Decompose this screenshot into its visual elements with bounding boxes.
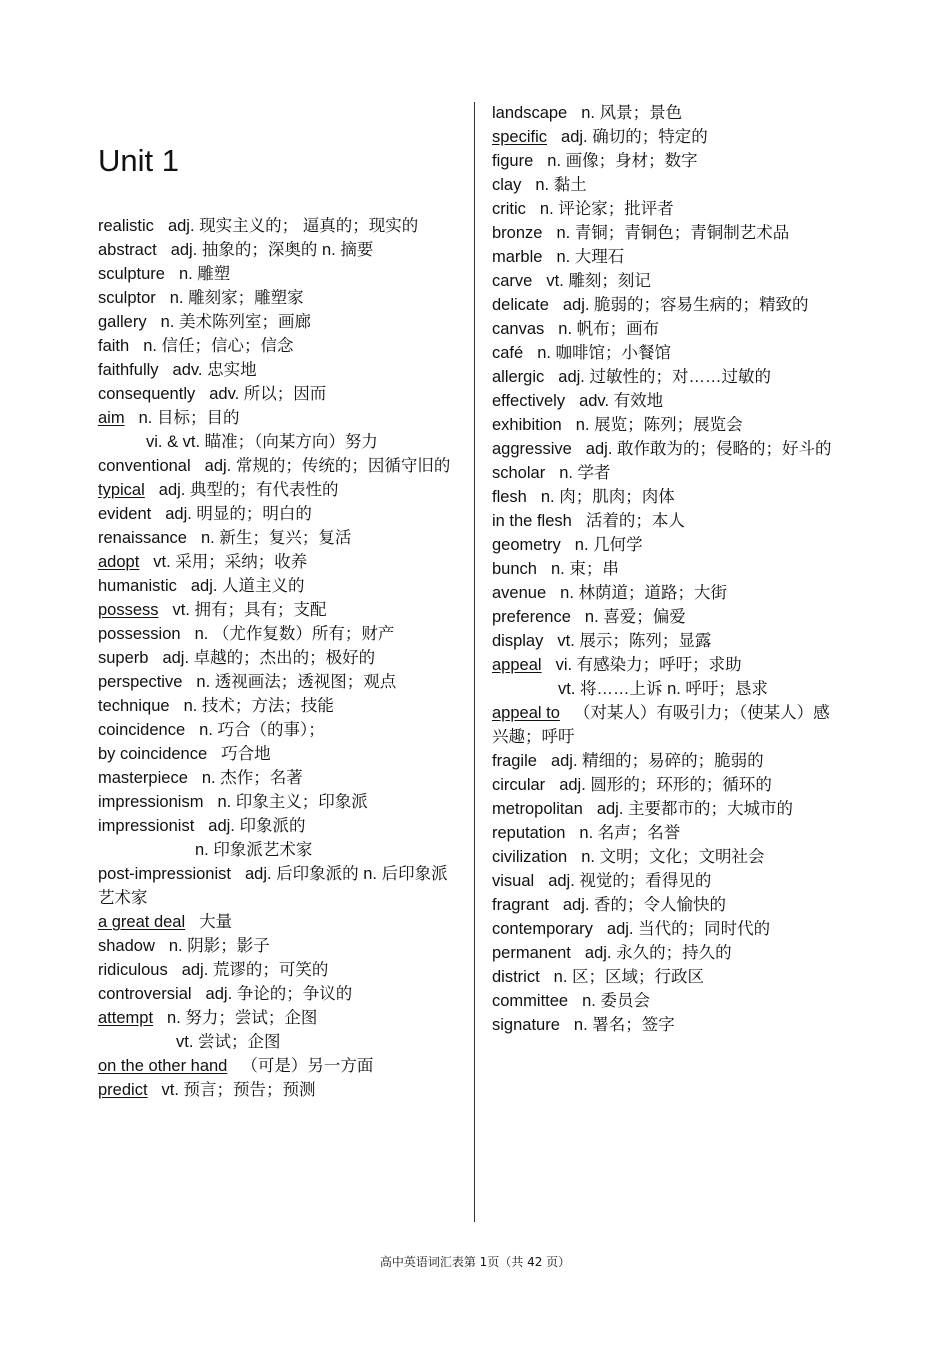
vocab-word: realistic (98, 217, 154, 235)
vocab-definition: adj. 当代的；同时代的 (606, 920, 771, 938)
vocab-entry (98, 742, 460, 766)
vocab-entry (492, 221, 844, 245)
vocab-definition: adj. 常规的；传统的；因循守旧的 (204, 457, 451, 475)
vocab-entry (98, 958, 460, 982)
vocab-definition: adj. 敢作敢为的；侵略的；好斗的 (585, 440, 832, 458)
vocab-entry (98, 862, 460, 910)
vocab-word: critic (492, 200, 526, 218)
vocab-word: canvas (492, 320, 545, 338)
vocab-word: reputation (492, 824, 566, 842)
vocab-entry (98, 550, 460, 574)
vocab-word: visual (492, 872, 535, 890)
vocab-entry (98, 478, 460, 502)
vocab-entry (492, 317, 844, 341)
vocab-definition: vt. 采用；采纳；收养 (153, 553, 308, 571)
vocab-definition: n. 署名；签字 (573, 1016, 675, 1034)
vocab-definition: adj. 香的；令人愉快的 (562, 896, 727, 914)
vocab-word: by coincidence (98, 745, 208, 763)
unit-title: Unit 1 (98, 143, 179, 178)
vocab-definition: n. 技术；方法；技能 (183, 697, 334, 715)
vocab-definition: vt. 将……上诉 n. 呼吁；恳求 (558, 680, 768, 698)
vocab-word: bronze (492, 224, 543, 242)
vocab-entry (98, 790, 460, 814)
vocab-entry (492, 245, 844, 269)
vocab-entry (98, 934, 460, 958)
vocab-entry (98, 574, 460, 598)
vocab-definition: n. 委员会 (582, 992, 650, 1010)
vocab-entry (98, 454, 460, 478)
vocab-entry (492, 293, 844, 317)
vocab-entry (98, 334, 460, 358)
vocab-definition: adj. 荒谬的；可笑的 (181, 961, 329, 979)
vocab-word: preference (492, 608, 571, 626)
vocab-word: appeal (492, 656, 542, 674)
vocab-word: aggressive (492, 440, 572, 458)
vocab-entry (98, 838, 460, 862)
vocab-definition: n. 区；区域；行政区 (553, 968, 705, 986)
vocab-entry (98, 910, 460, 934)
vocab-entry (492, 437, 844, 461)
vocab-definition: n. 雕刻家；雕塑家 (169, 289, 304, 307)
vocab-entry (492, 821, 844, 845)
vocab-definition: （可是）另一方面 (241, 1057, 374, 1075)
vocab-entry (492, 677, 844, 701)
vocab-word: a great deal (98, 913, 186, 931)
vocab-definition: vt. 雕刻；刻记 (546, 272, 651, 290)
vocab-word: attempt (98, 1009, 154, 1027)
vocab-entry (492, 893, 844, 917)
vocab-entry (98, 526, 460, 550)
vocab-entry (98, 382, 460, 406)
vocab-definition: n. 黏土 (535, 176, 587, 194)
vocab-word: effectively (492, 392, 566, 410)
vocab-entry (492, 773, 844, 797)
vocab-definition: n. 画像；身材；数字 (547, 152, 698, 170)
vocab-definition: n. 喜爱；偏爱 (584, 608, 686, 626)
vocab-entry (492, 653, 844, 677)
vocab-entry (98, 646, 460, 670)
vocab-entry (492, 557, 844, 581)
vocab-entry (98, 622, 460, 646)
vocab-entry (492, 173, 844, 197)
vocab-definition: vi. 有感染力；呼吁；求助 (555, 656, 742, 674)
vocab-word: controversial (98, 985, 192, 1003)
vocab-definition: n. 文明；文化；文明社会 (581, 848, 765, 866)
vocab-entry (492, 269, 844, 293)
vocab-entry (98, 766, 460, 790)
vocab-word: carve (492, 272, 533, 290)
vocab-entry (492, 941, 844, 965)
vocab-word: allergic (492, 368, 545, 386)
vocab-word: predict (98, 1081, 148, 1099)
vocab-word: scholar (492, 464, 546, 482)
vocab-entry (492, 461, 844, 485)
vocab-word: faith (98, 337, 130, 355)
vocab-word: display (492, 632, 544, 650)
vocab-definition: adv. 所以；因而 (209, 385, 327, 403)
vocab-word: landscape (492, 104, 568, 122)
vocab-word: avenue (492, 584, 547, 602)
vocab-definition: n. 林荫道；道路；大街 (560, 584, 727, 602)
vocab-word: geometry (492, 536, 561, 554)
vocab-word: evident (98, 505, 152, 523)
vocab-word: specific (492, 128, 548, 146)
vocab-definition: n. 帆布；画布 (558, 320, 660, 338)
vocab-word: possess (98, 601, 159, 619)
vocab-word: flesh (492, 488, 527, 506)
vocab-word: district (492, 968, 540, 986)
vocab-definition: adj. 人道主义的 (190, 577, 305, 595)
vocab-definition: n. 杰作；名著 (201, 769, 303, 787)
vocab-entry (492, 581, 844, 605)
vocab-column-left (98, 214, 460, 1102)
vocab-definition: n. 学者 (559, 464, 611, 482)
vocab-definition: adj. 后印象派的 n. 后印象派艺术家 (98, 865, 448, 907)
vocab-word: clay (492, 176, 522, 194)
vocab-word: post-impressionist (98, 865, 231, 883)
vocab-definition: n. 风景；景色 (581, 104, 683, 122)
vocab-word: sculptor (98, 289, 156, 307)
vocab-word: impressionism (98, 793, 204, 811)
vocab-entry (98, 1054, 460, 1078)
vocab-definition: n. 展览；陈列；展览会 (575, 416, 743, 434)
vocab-definition: n. 新生；复兴；复活 (200, 529, 352, 547)
column-divider (474, 102, 475, 1222)
vocab-entry (492, 605, 844, 629)
vocab-definition: n. 几何学 (574, 536, 643, 554)
vocab-entry (492, 341, 844, 365)
vocab-definition: n. （尤作复数）所有；财产 (194, 625, 395, 643)
vocab-definition: n. 透视画法；透视图；观点 (196, 673, 397, 691)
vocab-entry (98, 814, 460, 838)
vocab-word: consequently (98, 385, 196, 403)
vocab-word: adopt (98, 553, 140, 571)
vocab-definition: vt. 预言；预告；预测 (161, 1081, 316, 1099)
vocab-definition: adj. 现实主义的； 逼真的；现实的 (167, 217, 419, 235)
vocab-entry (98, 214, 460, 238)
vocab-definition: n. 目标；目的 (138, 409, 240, 427)
vocab-definition: n. 印象主义；印象派 (217, 793, 368, 811)
vocab-word: committee (492, 992, 569, 1010)
vocab-definition: adv. 忠实地 (172, 361, 257, 379)
vocab-entry (492, 869, 844, 893)
vocab-definition: adj. 抽象的；深奥的 n. 摘要 (170, 241, 374, 259)
vocab-word: shadow (98, 937, 155, 955)
vocab-entry (492, 197, 844, 221)
vocab-definition: adj. 永久的；持久的 (584, 944, 732, 962)
vocab-definition: n. 阴影；影子 (168, 937, 270, 955)
vocab-entry (492, 125, 844, 149)
vocab-definition: n. 束；串 (550, 560, 619, 578)
vocab-entry (98, 598, 460, 622)
vocab-word: gallery (98, 313, 147, 331)
vocab-definition: vi. & vt. 瞄准；（向某方向）努力 (146, 433, 378, 451)
vocab-definition: n. 雕塑 (178, 265, 231, 283)
vocab-word: aim (98, 409, 125, 427)
vocab-word: fragrant (492, 896, 549, 914)
vocab-entry (492, 413, 844, 437)
vocab-entry (492, 1013, 844, 1037)
vocab-entry (98, 406, 460, 430)
vocab-word: abstract (98, 241, 157, 259)
vocab-definition: 巧合地 (221, 745, 271, 763)
vocab-word: superb (98, 649, 149, 667)
vocab-definition: adj. 印象派的 (208, 817, 306, 835)
vocab-definition: adj. 脆弱的；容易生病的；精致的 (562, 296, 809, 314)
vocab-word: café (492, 344, 524, 362)
vocab-column-right (492, 101, 844, 1037)
vocab-entry (98, 670, 460, 694)
vocab-definition: n. 印象派艺术家 (195, 841, 313, 859)
vocab-entry (98, 310, 460, 334)
vocab-definition: adj. 精细的；易碎的；脆弱的 (550, 752, 764, 770)
vocab-entry (98, 718, 460, 742)
vocab-entry (98, 1030, 460, 1054)
vocab-definition: vt. 尝试；企图 (176, 1033, 281, 1051)
vocab-word: impressionist (98, 817, 195, 835)
vocab-entry (98, 1078, 460, 1102)
vocab-definition: adj. 主要都市的；大城市的 (596, 800, 793, 818)
vocab-entry (492, 917, 844, 941)
vocab-definition: n. 努力；尝试；企图 (167, 1009, 318, 1027)
vocab-word: civilization (492, 848, 568, 866)
vocab-word: coincidence (98, 721, 186, 739)
vocab-entry (492, 629, 844, 653)
vocab-entry (98, 502, 460, 526)
vocab-word: humanistic (98, 577, 177, 595)
vocab-definition: n. 评论家；批评者 (539, 200, 674, 218)
vocab-definition: adj. 视觉的；看得见的 (548, 872, 712, 890)
vocab-word: marble (492, 248, 543, 266)
vocab-entry (98, 430, 460, 454)
vocab-word: fragile (492, 752, 537, 770)
vocab-definition: 活着的；本人 (585, 512, 685, 530)
vocab-word: renaissance (98, 529, 187, 547)
vocab-definition: vt. 拥有；具有；支配 (172, 601, 327, 619)
vocab-word: contemporary (492, 920, 593, 938)
vocab-entry (98, 286, 460, 310)
vocab-entry (492, 509, 844, 533)
vocab-definition: adj. 争论的；争议的 (205, 985, 353, 1003)
vocab-definition: n. 巧合（的事）； (199, 721, 325, 739)
vocab-word: on the other hand (98, 1057, 228, 1075)
vocab-definition: 大量 (199, 913, 233, 931)
vocab-entry (492, 533, 844, 557)
vocab-word: signature (492, 1016, 560, 1034)
vocab-entry (492, 101, 844, 125)
vocab-word: exhibition (492, 416, 562, 434)
vocab-word: appeal to (492, 704, 560, 722)
vocab-definition: adj. 过敏性的；对……过敏的 (558, 368, 771, 386)
vocab-definition: n. 肉；肌肉；肉体 (540, 488, 675, 506)
vocab-entry (98, 982, 460, 1006)
vocab-word: metropolitan (492, 800, 583, 818)
vocab-definition: vt. 展示；陈列；显露 (557, 632, 712, 650)
vocab-word: permanent (492, 944, 571, 962)
vocab-entry (98, 694, 460, 718)
vocab-word: figure (492, 152, 534, 170)
vocab-definition: n. 名声；名誉 (579, 824, 681, 842)
vocab-word: bunch (492, 560, 537, 578)
vocab-entry (492, 989, 844, 1013)
vocab-word: circular (492, 776, 546, 794)
vocab-word: perspective (98, 673, 183, 691)
vocab-entry (492, 701, 844, 749)
vocab-definition: adj. 典型的；有代表性的 (158, 481, 339, 499)
vocab-entry (492, 965, 844, 989)
vocab-definition: n. 大理石 (556, 248, 625, 266)
vocab-definition: （对某人）有吸引力；（使某人）感兴趣；呼吁 (492, 704, 830, 746)
vocab-entry (492, 797, 844, 821)
vocab-definition: n. 美术陈列室；画廊 (160, 313, 311, 331)
vocab-definition: n. 青铜；青铜色；青铜制艺术品 (556, 224, 790, 242)
vocab-entry (98, 358, 460, 382)
vocab-entry (492, 845, 844, 869)
vocab-entry (98, 1006, 460, 1030)
vocab-entry (492, 389, 844, 413)
vocab-definition: adj. 卓越的；杰出的；极好的 (162, 649, 376, 667)
vocab-word: technique (98, 697, 170, 715)
vocab-entry (492, 485, 844, 509)
vocab-entry (492, 365, 844, 389)
page-footer: 高中英语词汇表第 1页（共 42 页） (379, 1255, 571, 1269)
vocab-entry (98, 238, 460, 262)
vocab-entry (492, 149, 844, 173)
vocab-word: ridiculous (98, 961, 168, 979)
vocab-definition: adj. 圆形的；环形的；循环的 (559, 776, 772, 794)
vocab-word: typical (98, 481, 145, 499)
vocab-definition: n. 咖啡馆；小餐馆 (537, 344, 672, 362)
vocab-word: masterpiece (98, 769, 188, 787)
vocab-entry (98, 262, 460, 286)
vocab-word: in the flesh (492, 512, 572, 530)
vocab-word: conventional (98, 457, 191, 475)
vocab-definition: adv. 有效地 (579, 392, 664, 410)
vocab-definition: n. 信任；信心；信念 (143, 337, 294, 355)
vocab-word: sculpture (98, 265, 165, 283)
vocab-word: faithfully (98, 361, 159, 379)
vocab-word: possession (98, 625, 181, 643)
vocab-definition: adj. 确切的；特定的 (561, 128, 708, 146)
vocab-entry (492, 749, 844, 773)
vocab-definition: adj. 明显的；明白的 (165, 505, 312, 523)
vocab-word: delicate (492, 296, 549, 314)
